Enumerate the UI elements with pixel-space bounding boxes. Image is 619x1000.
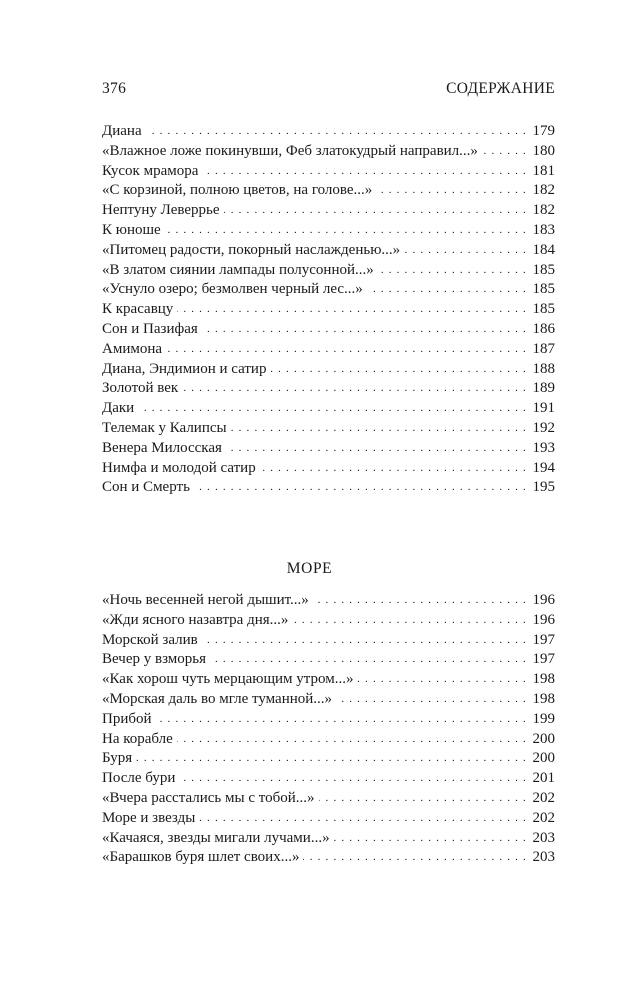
dot-leader xyxy=(182,379,527,399)
dot-leader xyxy=(303,848,527,868)
toc-entry xyxy=(102,300,555,320)
section-title: МОРЕ xyxy=(286,560,333,577)
toc-entry-page: 203 xyxy=(532,829,555,846)
toc-entry-page: 184 xyxy=(532,241,555,258)
toc-entry xyxy=(102,670,555,690)
dot-leader xyxy=(367,280,527,300)
page-number: 376 xyxy=(102,80,127,97)
toc-entry-title: Вечер у взморья xyxy=(102,651,207,668)
dot-leader xyxy=(136,749,527,769)
toc-entry-title: «Жди ясного назавтра дня...» xyxy=(102,611,289,628)
dot-leader xyxy=(179,769,527,789)
toc-entry-page: 203 xyxy=(532,849,555,866)
toc-entry-title: Прибой xyxy=(102,710,152,727)
toc-entry-page: 198 xyxy=(532,690,555,707)
toc-entry-title: Нимфа и молодой сатир xyxy=(102,459,256,476)
toc-entry xyxy=(102,769,555,789)
toc-entry xyxy=(102,650,555,670)
dot-leader xyxy=(270,360,527,380)
toc-entry-title: Кусок мрамора xyxy=(102,162,199,179)
toc-entry-page: 202 xyxy=(532,809,555,826)
dot-leader xyxy=(199,809,527,829)
toc-entry xyxy=(102,241,555,261)
running-title: СОДЕРЖАНИЕ xyxy=(446,80,555,97)
toc-entry xyxy=(102,419,555,439)
toc-entry-page: 195 xyxy=(532,479,555,496)
toc-entry-title: Золотой век xyxy=(102,380,179,397)
toc-entry-title: Даки xyxy=(102,400,135,417)
toc-entry xyxy=(102,142,555,162)
toc-entry-title: «В златом сиянии лампады полусонной...» xyxy=(102,261,374,278)
toc-entry xyxy=(102,459,555,479)
toc-entry-title: К юноше xyxy=(102,221,161,238)
toc-entry-page: 196 xyxy=(532,611,555,628)
toc-entry-page: 199 xyxy=(532,710,555,727)
toc-entry-page: 198 xyxy=(532,671,555,688)
dot-leader xyxy=(334,829,527,849)
toc-entry-title: Диана xyxy=(102,123,142,139)
toc-entry xyxy=(102,710,555,730)
toc-entry xyxy=(102,848,555,868)
toc-entry xyxy=(102,789,555,809)
dot-leader xyxy=(194,478,527,498)
toc-entry-title: Море и звезды xyxy=(102,809,196,826)
toc-entry xyxy=(102,809,555,829)
dot-leader xyxy=(177,730,527,750)
toc-entry xyxy=(102,478,555,498)
dot-leader xyxy=(482,142,527,162)
toc-entry xyxy=(102,399,555,419)
toc-entry-title: «Как хорош чуть мерцающим утром...» xyxy=(102,671,354,688)
toc-entry-page: 200 xyxy=(532,730,555,747)
dot-leader xyxy=(166,340,527,360)
toc-entry-page: 180 xyxy=(532,142,555,159)
toc-entry xyxy=(102,829,555,849)
toc-entry xyxy=(102,162,555,182)
dot-leader xyxy=(146,122,527,142)
dot-leader xyxy=(156,710,527,730)
toc-entry-title: «Влажное ложе покинувши, Феб златокудрый направил...» xyxy=(102,142,478,159)
toc-entry xyxy=(102,749,555,769)
toc-entry-title: К красавцу xyxy=(102,301,174,318)
dot-leader xyxy=(202,162,527,182)
toc-entry xyxy=(102,631,555,651)
toc-entry-title: Диана, Эндимион и сатир xyxy=(102,360,267,377)
toc-entry-page: 194 xyxy=(532,459,555,476)
dot-leader xyxy=(260,459,527,479)
toc-entry xyxy=(102,122,555,142)
toc-entry-page: 188 xyxy=(532,360,555,377)
dot-leader xyxy=(336,690,527,710)
toc-entry-title: После бури xyxy=(102,770,176,787)
toc-entry-title: Нептуну Леверрье xyxy=(102,202,220,219)
toc-entry-page: 193 xyxy=(532,439,555,456)
dot-leader xyxy=(231,419,527,439)
toc-entry xyxy=(102,690,555,710)
dot-leader xyxy=(138,399,527,419)
dot-leader xyxy=(210,650,527,670)
toc-entry-title: Морской залив xyxy=(102,631,198,648)
toc-entry xyxy=(102,340,555,360)
toc-entry-page: 186 xyxy=(532,320,555,337)
dot-leader xyxy=(202,320,527,340)
toc-entry-title: Телемак у Калипсы xyxy=(102,419,227,436)
toc-entry-page: 201 xyxy=(532,770,555,787)
dot-leader xyxy=(226,439,527,459)
toc-entry-title: «Уснуло озеро; безмолвен черный лес...» xyxy=(102,281,363,298)
dot-leader xyxy=(292,611,527,631)
dot-leader xyxy=(177,300,527,320)
toc-entry xyxy=(102,261,555,281)
toc-entry xyxy=(102,730,555,750)
toc-entry xyxy=(102,379,555,399)
toc-entry-title: «Барашков буря шлет своих...» xyxy=(102,849,300,866)
toc-entry-page: 182 xyxy=(532,202,555,219)
toc-entry-title: «Ночь весенней негой дышит...» xyxy=(102,592,309,608)
toc-entry-page: 189 xyxy=(532,380,555,397)
toc-entry-page: 202 xyxy=(532,789,555,806)
dot-leader xyxy=(357,670,527,690)
toc-entry-page: 185 xyxy=(532,261,555,278)
toc-entry xyxy=(102,201,555,221)
dot-leader xyxy=(224,201,527,221)
toc-list-sea xyxy=(102,591,555,868)
dot-leader xyxy=(378,261,527,281)
page-header xyxy=(102,80,555,98)
dot-leader xyxy=(376,181,527,201)
toc-entry-page: 179 xyxy=(532,123,555,139)
toc-entry-page: 197 xyxy=(532,631,555,648)
toc-entry-page: 192 xyxy=(532,419,555,436)
toc-entry-title: «Качаяся, звезды мигали лучами...» xyxy=(102,829,330,846)
toc-entry-page: 185 xyxy=(532,281,555,298)
toc-entry-page: 187 xyxy=(532,340,555,357)
dot-leader xyxy=(313,591,527,611)
toc-entry xyxy=(102,320,555,340)
toc-entry-title: «Морская даль во мгле туманной...» xyxy=(102,690,333,707)
toc-entry-title: Буря xyxy=(102,750,133,767)
toc-entry-title: «Вчера расстались мы с тобой...» xyxy=(102,789,315,806)
toc-entry xyxy=(102,280,555,300)
toc-entry xyxy=(102,591,555,611)
toc-entry-page: 200 xyxy=(532,750,555,767)
toc-entry xyxy=(102,439,555,459)
toc-entry-page: 197 xyxy=(532,651,555,668)
toc-entry-title: «С корзиной, полною цветов, на голове...» xyxy=(102,182,373,199)
toc-entry-page: 181 xyxy=(532,162,555,179)
toc-entry-page: 183 xyxy=(532,221,555,238)
toc-entry-title: «Питомец радости, покорный наслажденью...» xyxy=(102,241,401,258)
toc-entry-title: На корабле xyxy=(102,730,173,747)
toc-entry-page: 196 xyxy=(532,592,555,608)
toc-entry xyxy=(102,360,555,380)
toc-entry-page: 182 xyxy=(532,182,555,199)
toc-entry xyxy=(102,611,555,631)
toc-entry-page: 185 xyxy=(532,301,555,318)
dot-leader xyxy=(202,631,527,651)
toc-entry-page: 191 xyxy=(532,400,555,417)
dot-leader xyxy=(319,789,528,809)
toc-entry-title: Венера Милосская xyxy=(102,439,222,456)
toc-entry xyxy=(102,181,555,201)
toc-list-first xyxy=(102,122,555,498)
toc-entry xyxy=(102,221,555,241)
toc-entry-title: Сон и Пазифая xyxy=(102,320,198,337)
dot-leader xyxy=(404,241,527,261)
toc-entry-title: Амимона xyxy=(102,340,163,357)
dot-leader xyxy=(165,221,527,241)
toc-entry-title: Сон и Смерть xyxy=(102,479,190,496)
